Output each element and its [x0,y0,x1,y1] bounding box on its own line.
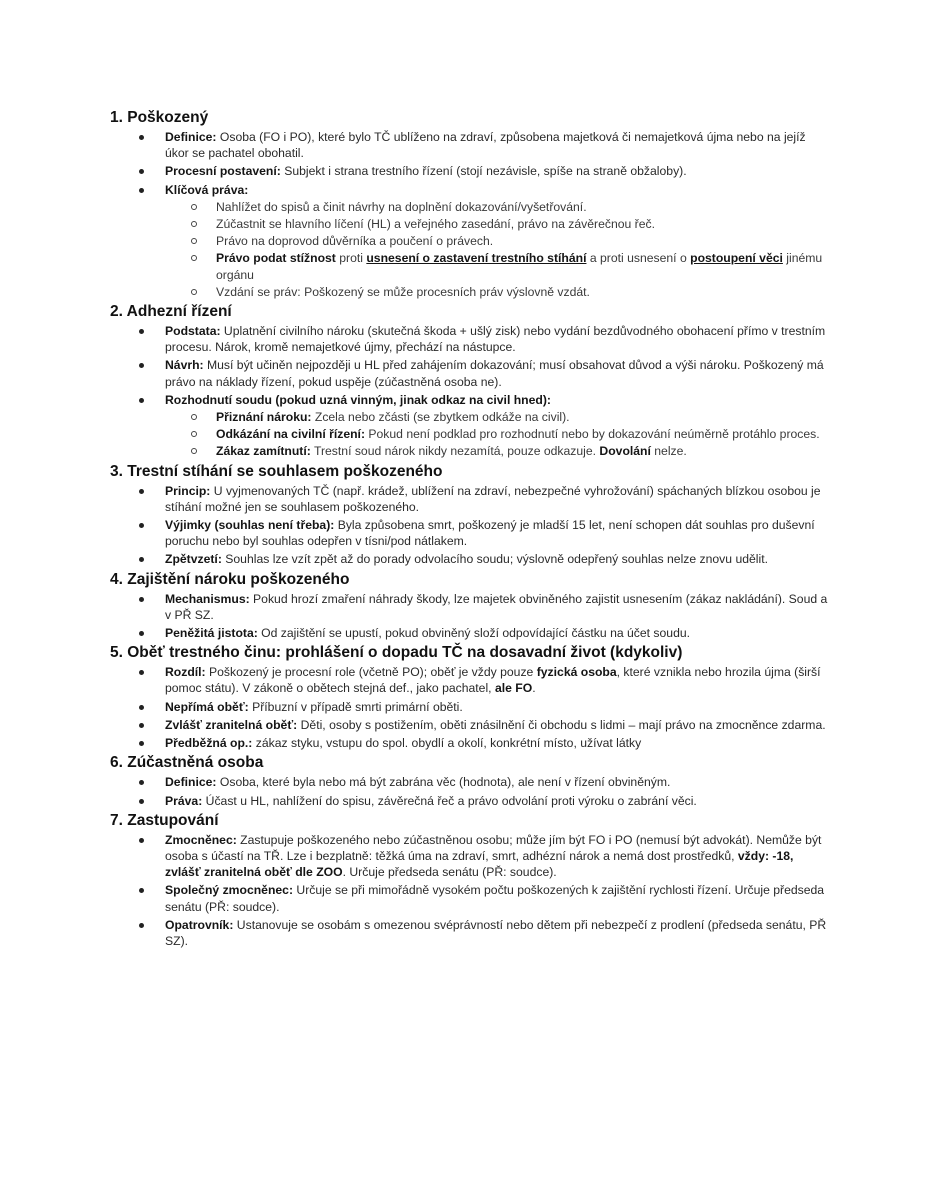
sub-list-item: Zákaz zamítnutí: Trestní soud nárok nikdy nezamítá, pouze odkazuje. Dovolání nelze. [164,443,830,459]
list-item: Princip: U vyjmenovaných TČ (např. krádež, ublížení na zdraví, nebezpečné vyhrožování) spáchaných blízkou osobou je stíhání možné jen se souhlasem poškozeného. [110,483,830,515]
sub-list-item: Zúčastnit se hlavního líčení (HL) a veřejného zasedání, právo na závěrečnou řeč. [164,216,830,232]
section-zastupovani [110,811,830,949]
list-item: Nepřímá oběť: Příbuzní v případě smrti primární oběti. [110,699,830,715]
list-item: Definice: Osoba (FO i PO), které bylo TČ ublíženo na zdraví, způsobena majetková či nemajetková újma nebo na jejíž úkor se pachatel obohatil. [110,129,830,161]
list-item: Zvlášť zranitelná oběť: Děti, osoby s postižením, oběti znásilnění či obchodu s lidmi – mají právo na zmocněnce zdarma. [110,717,830,733]
list-item: Podstata: Uplatnění civilního nároku (skutečná škoda + ušlý zisk) nebo vydání bezdůvodného obohacení přímo v trestním procesu. Nárok, kromě nemajetkové újmy, přechází na nástupce. [110,323,830,355]
sub-list-item: Odkázání na civilní řízení: Pokud není podklad pro rozhodnutí nebo by dokazování neúměrně protáhlo proces. [164,426,830,442]
sub-list-item: Vzdání se práv: Poškozený se může procesních práv výslovně vzdát. [164,284,830,300]
section-title: 4. Zajištění nároku poškozeného [110,570,350,588]
document [110,108,830,951]
section-zucastnena-osoba [110,753,830,808]
list-item: Výjimky (souhlas není třeba): Byla způsobena smrt, poškozený je mladší 15 let, není schopen dát souhlas pro duševní poruchu nebo byl souhlas odepřen v tísni/pod nátlakem. [110,517,830,549]
sub-list-item: Přiznání nároku: Zcela nebo zčásti (se zbytkem odkáže na civil). [164,409,830,425]
list-item: Mechanismus: Pokud hrozí zmaření náhrady škody, lze majetek obviněného zajistit usnesením (zákaz nakládání). Soud a v PŘ SZ. [110,591,830,623]
section-poskozeny [110,108,830,300]
sub-list-item: Nahlížet do spisů a činit návrhy na doplnění dokazování/vyšetřování. [164,199,830,215]
list-item: Zmocněnec: Zastupuje poškozeného nebo zúčastněnou osobu; může jím být FO i PO (nemusí být advokát). Nemůže být osoba s účastí na TŘ. Lze i bezplatně: těžká úma na zdraví, smrt, adhézní nárok a nemá dost prostředků, vždy: -18, zvlášť zranitelná oběť dle ZOO. Určuje předseda senátu (PŘ: soudce). [110,832,830,881]
section-stihani-se-souhlasem [110,462,830,568]
sub-list-item: Právo podat stížnost proti usnesení o zastavení trestního stíhání a proti usnesení o postoupení věci jinému orgánu [164,250,830,282]
list-item: Rozhodnutí soudu (pokud uzná vinným, jinak odkaz na civil hned): Přiznání nároku: Zcela nebo zčásti (se zbytkem odkáže na civil). Odkázání na civilní řízení: Pokud není podklad pro rozhodnutí nebo by dokazování neúměrně protáhlo proces. Zákaz zamítnutí: Trestní soud nárok nikdy nezamítá, pouze odkazuje. Dovolání nelze. [110,392,830,460]
list-item: Práva: Účast u HL, nahlížení do spisu, závěrečná řeč a právo odvolání proti výroku o zabrání věci. [110,793,830,809]
list-item: Definice: Osoba, které byla nebo má být zabrána věc (hodnota), ale není v řízení obviněným. [110,774,830,790]
section-title: 2. Adhezní řízení [110,303,232,321]
section-zajisteni-naroku [110,570,830,642]
list-item: Návrh: Musí být učiněn nejpozději u HL před zahájením dokazování; musí obsahovat důvod a výši nároku. Poškozený má právo na náklady řízení, pokud uspěje (zúčastněná osoba ne). [110,357,830,389]
list-item: Společný zmocněnec: Určuje se při mimořádně vysokém počtu poškozených k zajištění rychlosti řízení. Určuje předseda senátu (PŘ: soudce). [110,882,830,914]
list-item: Peněžitá jistota: Od zajištění se upustí, pokud obviněný složí odpovídající částku na účet soudu. [110,625,830,641]
section-obet-trestneho-cinu [110,643,830,751]
sub-list-item: Právo na doprovod důvěrníka a poučení o právech. [164,233,830,249]
section-title: 6. Zúčastněná osoba [110,754,264,772]
list-item: Předběžná op.: zákaz styku, vstupu do spol. obydlí a okolí, konkrétní místo, užívat látky [110,735,830,751]
section-title: 3. Trestní stíhání se souhlasem poškozeného [110,462,443,480]
list-item: Opatrovník: Ustanovuje se osobám s omezenou svéprávností nebo dětem při nebezpečí z prodlení (předseda senátu, PŘ SZ). [110,917,830,949]
list-item: Klíčová práva: Nahlížet do spisů a činit návrhy na doplnění dokazování/vyšetřování. Zúčastnit se hlavního líčení (HL) a veřejného zasedání, právo na závěrečnou řeč. Právo na doprovod důvěrníka a poučení o právech. Právo podat stížnost proti usnesení o zastavení trestního stíhání a proti usnesení o postoupení věci jinému orgánu Vzdání se práv: Poškozený se může procesních práv výslovně vzdát. [110,182,830,300]
section-adhezni-rizeni [110,302,830,460]
list-item: Procesní postavení: Subjekt i strana trestního řízení (stojí nezávisle, spíše na straně obžaloby). [110,163,830,179]
section-title: 7. Zastupování [110,811,219,829]
section-title: 5. Oběť trestného činu: prohlášení o dopadu TČ na dosavadní život (kdykoliv) [110,644,683,662]
section-title: 1. Poškozený [110,109,209,126]
list-item: Rozdíl: Poškozený je procesní role (včetně PO); oběť je vždy pouze fyzická osoba, které vznikla nebo hrozila újma (širší pomoc státu). V zákoně o obětech stejná def., jako pachatel, ale FO. [110,664,830,696]
list-item: Zpětvzetí: Souhlas lze vzít zpět až do porady odvolacího soudu; výslovně odepřený souhlas nelze znovu udělit. [110,551,830,567]
